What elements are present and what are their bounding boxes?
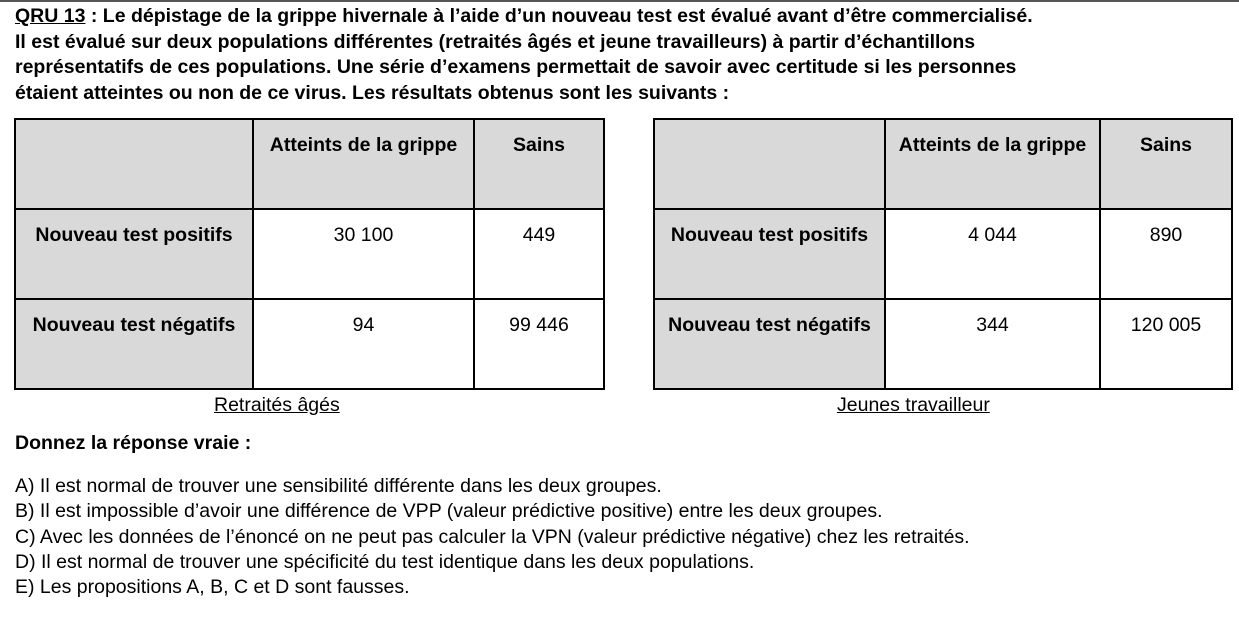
cell-negatifs-sains: 99 446	[474, 299, 604, 389]
table-row	[654, 209, 1232, 299]
cell-positifs-atteints: 4 044	[885, 209, 1100, 299]
top-border-line	[0, 0, 1239, 2]
row-header-positifs: Nouveau test positifs	[15, 209, 253, 299]
row-header-positifs: Nouveau test positifs	[654, 209, 885, 299]
cell-positifs-atteints: 30 100	[253, 209, 474, 299]
table-header-row	[654, 119, 1232, 209]
caption-retraites-ages: Retraités âgés	[214, 394, 340, 416]
col-header-atteints: Atteints de la grippe	[885, 119, 1100, 209]
table-corner-cell	[654, 119, 885, 209]
cell-negatifs-atteints: 94	[253, 299, 474, 389]
cell-positifs-sains: 449	[474, 209, 604, 299]
question-line-3: représentatifs de ces populations. Une série d’examens permettait de savoir avec certitude si les personnes	[15, 56, 1017, 78]
question-line-4: étaient atteintes ou non de ce virus. Les résultats obtenus sont les suivants :	[15, 81, 730, 104]
option-d: D) Il est normal de trouver une spécificité du test identique dans les deux populations.	[15, 550, 755, 573]
question-statement	[15, 4, 1230, 106]
row-header-negatifs: Nouveau test négatifs	[654, 299, 885, 389]
cell-positifs-sains: 890	[1100, 209, 1232, 299]
option-b: B) Il est impossible d’avoir une différence de VPP (valeur prédictive positive) entre les deux groupes.	[15, 500, 883, 523]
table-jeunes-travailleurs	[653, 118, 1233, 390]
table-row	[654, 299, 1232, 389]
row-header-negatifs: Nouveau test négatifs	[15, 299, 253, 389]
table-retraites-ages	[14, 118, 605, 390]
caption-jeunes-travailleurs: Jeunes travailleur	[837, 394, 990, 416]
col-header-sains: Sains	[1100, 119, 1232, 209]
question-line-1	[15, 4, 1230, 30]
option-c: C) Avec les données de l’énoncé on ne peut pas calculer la VPN (valeur prédictive négative) chez les retraités.	[15, 525, 970, 548]
cell-negatifs-atteints: 344	[885, 299, 1100, 389]
answer-options	[15, 474, 1230, 600]
option-e: E) Les propositions A, B, C et D sont fausses.	[15, 576, 410, 599]
table-header-row	[15, 119, 604, 209]
col-header-atteints: Atteints de la grippe	[253, 119, 474, 209]
question-intro: : Le dépistage de la grippe hivernale à l’aide d’un nouveau test est évalué avant d’être commercialisé.	[85, 5, 1033, 27]
question-id: QRU 13	[15, 5, 86, 27]
table-corner-cell	[15, 119, 253, 209]
col-header-sains: Sains	[474, 119, 604, 209]
table-row	[15, 209, 604, 299]
table-row	[15, 299, 604, 389]
answer-prompt: Donnez la réponse vraie :	[15, 432, 252, 454]
cell-negatifs-sains: 120 005	[1100, 299, 1232, 389]
option-a: A) Il est normal de trouver une sensibilité différente dans les deux groupes.	[15, 475, 662, 497]
question-line-2: Il est évalué sur deux populations différentes (retraités âgés et jeune travailleurs) à partir d’échantillons	[15, 30, 976, 53]
